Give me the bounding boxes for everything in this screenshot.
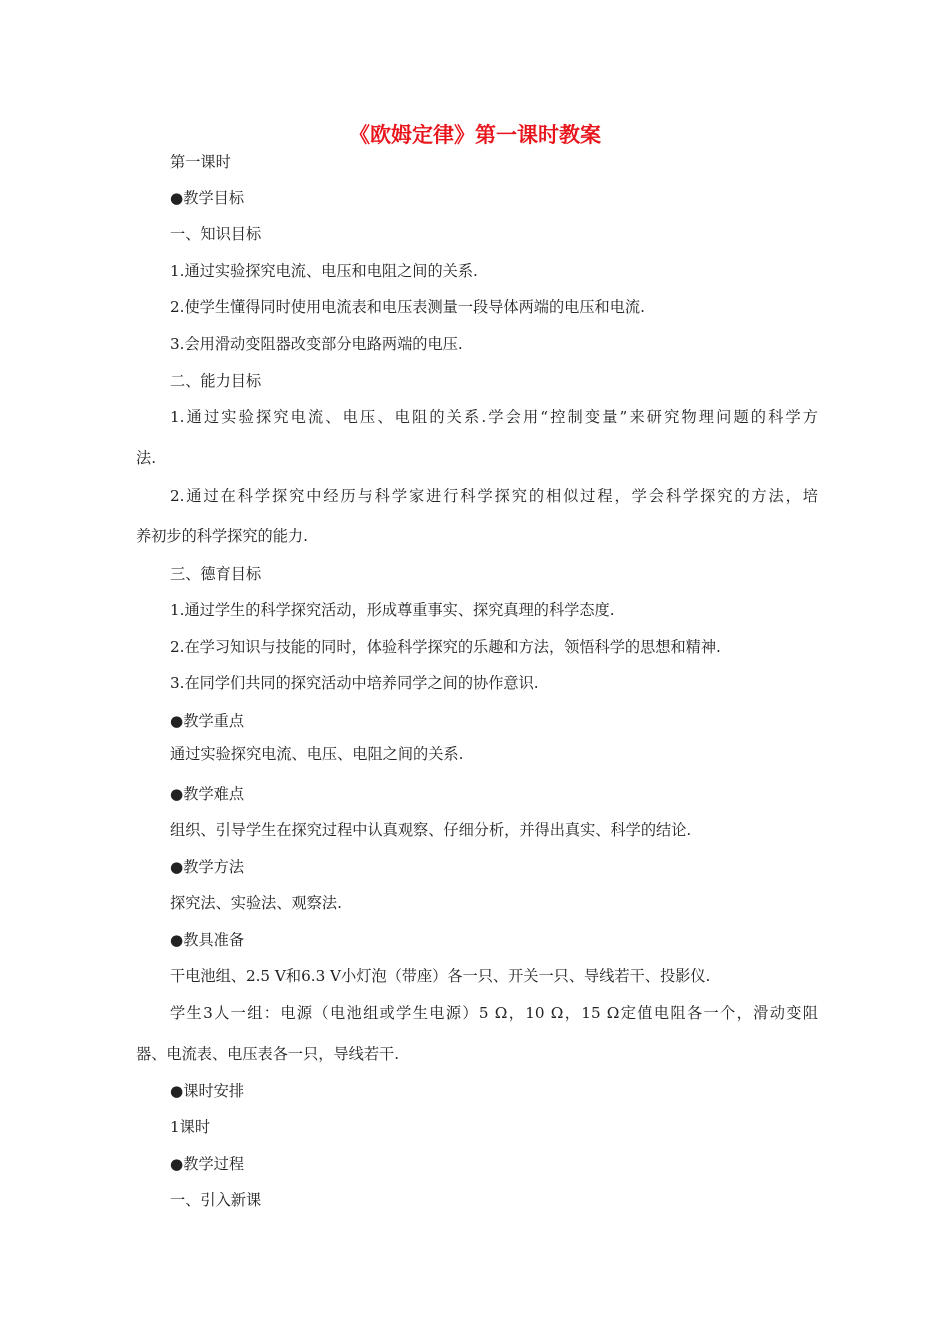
paragraph-line: 2.使学生懂得同时使用电流表和电压表测量一段导体两端的电压和电流. (170, 298, 645, 316)
subheading-introduction: 一、引入新课 (170, 1191, 262, 1209)
paragraph-line: 学生3人一组：电源（电池组或学生电源）5 Ω，10 Ω，15 Ω定值电阻各一个，滑动变阻 (170, 1004, 818, 1022)
document-title: 《欧姆定律》第一课时教案 (349, 123, 601, 147)
paragraph-line: 养初步的科学探究的能力. (136, 527, 308, 545)
section-heading-methods: ●教学方法 (170, 858, 245, 876)
section-heading-teaching-aids: ●教具准备 (170, 931, 245, 949)
section-heading-schedule: ●课时安排 (170, 1082, 245, 1100)
paragraph-line: 器、电流表、电压表各一只，导线若干. (136, 1045, 400, 1063)
paragraph-line: 组织、引导学生在探究过程中认真观察、仔细分析，并得出真实、科学的结论. (170, 821, 692, 839)
paragraph-line: 1.通过实验探究电流、电压和电阻之间的关系. (170, 262, 478, 280)
subheading-moral-goals: 三、德育目标 (170, 565, 262, 583)
paragraph-line: 1课时 (170, 1118, 211, 1136)
section-heading-key-points: ●教学重点 (170, 712, 245, 730)
paragraph-line: 3.会用滑动变阻器改变部分电路两端的电压. (170, 335, 463, 353)
paragraph-line: 干电池组、2.5 V和6.3 V小灯泡（带座）各一只、开关一只、导线若干、投影仪. (170, 967, 711, 985)
paragraph-line: 3.在同学们共同的探究活动中培养同学之间的协作意识. (170, 674, 539, 692)
paragraph-line: 探究法、实验法、观察法. (170, 894, 342, 912)
section-heading-difficulties: ●教学难点 (170, 785, 245, 803)
paragraph-line: 法. (136, 449, 157, 467)
paragraph-line: 通过实验探究电流、电压、电阻之间的关系. (170, 745, 464, 763)
subheading-knowledge-goals: 一、知识目标 (170, 225, 262, 243)
paragraph-line: 1.通过学生的科学探究活动，形成尊重事实、探究真理的科学态度. (170, 601, 615, 619)
section-heading-teaching-goals: ●教学目标 (170, 189, 245, 207)
section-heading-teaching-process: ●教学过程 (170, 1155, 245, 1173)
subheading-ability-goals: 二、能力目标 (170, 372, 262, 390)
paragraph-line: 1.通过实验探究电流、电压、电阻的关系.学会用“控制变量”来研究物理问题的科学方 (170, 408, 818, 426)
lesson-period-label: 第一课时 (170, 153, 231, 171)
paragraph-line: 2.在学习知识与技能的同时，体验科学探究的乐趣和方法，领悟科学的思想和精神. (170, 638, 721, 656)
paragraph-line: 2.通过在科学探究中经历与科学家进行科学探究的相似过程，学会科学探究的方法，培 (170, 487, 818, 505)
